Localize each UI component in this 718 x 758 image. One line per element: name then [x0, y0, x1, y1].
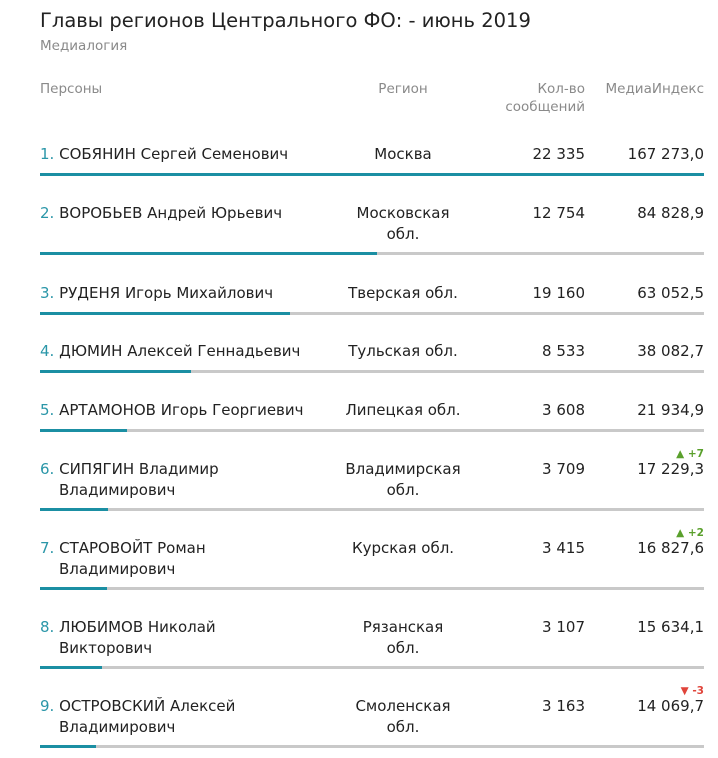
person-name-line2: Владимирович [59, 718, 176, 736]
person-name-line1: ЛЮБИМОВ Николай [59, 618, 216, 636]
rank-number: 1. [40, 145, 55, 163]
region-line1: Липецкая обл. [345, 401, 461, 419]
person-name [40, 459, 340, 501]
person-name-line1: ВОРОБЬЕВ Андрей Юрьевич [59, 204, 283, 222]
region-name [333, 459, 473, 501]
region-line1: Московская [356, 204, 450, 222]
header-messages-line1: Кол-во [537, 81, 585, 97]
index-bar-track [40, 252, 704, 255]
region-name [333, 538, 473, 559]
person-name [40, 400, 340, 421]
rank-number: 5. [40, 401, 55, 419]
region-name [333, 341, 473, 362]
message-count: 19 160 [532, 284, 585, 302]
rank-number: 4. [40, 342, 55, 360]
rank-number: 8. [40, 618, 55, 636]
media-index-value: 167 273,0 [627, 145, 704, 163]
region-line1: Курская обл. [351, 539, 455, 557]
index-bar [40, 252, 377, 255]
person-name [40, 696, 340, 738]
header-person: Персоны [40, 81, 103, 97]
index-bar-track [40, 429, 704, 432]
region-line1: Тверская обл. [348, 284, 458, 302]
media-index-value: 84 828,9 [637, 204, 704, 222]
person-name-line1: СИПЯГИН Владимир [59, 460, 219, 478]
rank-number: 2. [40, 204, 55, 222]
person-name-line1: СТАРОВОЙТ Роман [59, 539, 206, 557]
rank-number: 6. [40, 460, 55, 478]
index-bar-track [40, 587, 704, 590]
media-index-value: 63 052,5 [637, 284, 704, 302]
region-line1: Тульская обл. [348, 342, 458, 360]
person-name-line1: ОСТРОВСКИЙ Алексей [59, 697, 236, 715]
header-region: Регион [378, 81, 428, 97]
region-line2: обл. [386, 481, 420, 499]
person-name [40, 203, 340, 224]
chart-title: Главы регионов Центрального ФО: - июнь 2019 [40, 9, 531, 32]
message-count: 3 415 [542, 539, 585, 557]
rank-number: 9. [40, 697, 55, 715]
index-bar [40, 429, 127, 432]
person-name-line1: РУДЕНЯ Игорь Михайлович [59, 284, 274, 302]
person-name [40, 341, 340, 362]
index-bar-track [40, 666, 704, 669]
person-name-line2: Викторович [59, 639, 153, 657]
index-bar [40, 370, 191, 373]
person-name [40, 538, 340, 580]
region-line1: Смоленская [355, 697, 451, 715]
message-count: 3 608 [542, 401, 585, 419]
chart-subtitle: Медиалогия [40, 38, 128, 54]
person-name-line2: Владимирович [59, 481, 176, 499]
region-name [333, 203, 473, 245]
index-bar-track [40, 745, 704, 748]
index-bar [40, 508, 108, 511]
region-line1: Рязанская [362, 618, 444, 636]
header-messages [470, 80, 585, 116]
region-line2: обл. [386, 718, 420, 736]
region-name [333, 617, 473, 659]
person-name [40, 283, 340, 304]
message-count: 22 335 [532, 145, 585, 163]
region-name [333, 400, 473, 421]
index-bar [40, 173, 704, 176]
media-index-value: 14 069,7 [637, 697, 704, 715]
region-name [333, 144, 473, 165]
index-bar [40, 666, 102, 669]
region-line1: Москва [374, 145, 432, 163]
media-index-value: 15 634,1 [637, 618, 704, 636]
region-line2: обл. [386, 639, 420, 657]
index-bar [40, 745, 96, 748]
region-line2: обл. [386, 225, 420, 243]
message-count: 3 163 [542, 697, 585, 715]
message-count: 12 754 [532, 204, 585, 222]
rank-number: 3. [40, 284, 55, 302]
header-index: МедиаИндекс [605, 81, 704, 97]
media-index-value: 17 229,3 [637, 460, 704, 478]
index-bar [40, 312, 290, 315]
message-count: 3 107 [542, 618, 585, 636]
rank-number: 7. [40, 539, 55, 557]
message-count: 3 709 [542, 460, 585, 478]
person-name [40, 144, 340, 165]
rank-change-badge: ▲ +2 [676, 527, 704, 539]
header-messages-line2: сообщений [505, 99, 585, 115]
person-name-line1: ДЮМИН Алексей Геннадьевич [59, 342, 301, 360]
media-index-value: 38 082,7 [637, 342, 704, 360]
region-line1: Владимирская [345, 460, 461, 478]
person-name-line1: СОБЯНИН Сергей Семенович [59, 145, 289, 163]
person-name [40, 617, 340, 659]
person-name-line2: Владимирович [59, 560, 176, 578]
region-name [333, 696, 473, 738]
media-index-value: 16 827,6 [637, 539, 704, 557]
person-name-line1: АРТАМОНОВ Игорь Георгиевич [59, 401, 304, 419]
media-index-value: 21 934,9 [637, 401, 704, 419]
index-bar [40, 587, 107, 590]
message-count: 8 533 [542, 342, 585, 360]
region-name [333, 283, 473, 304]
index-bar-track [40, 370, 704, 373]
index-bar-track [40, 508, 704, 511]
rank-change-badge: ▲ +7 [676, 448, 704, 460]
index-bar-track [40, 312, 704, 315]
index-bar-track [40, 173, 704, 176]
rank-change-badge: ▼ -3 [680, 685, 704, 697]
